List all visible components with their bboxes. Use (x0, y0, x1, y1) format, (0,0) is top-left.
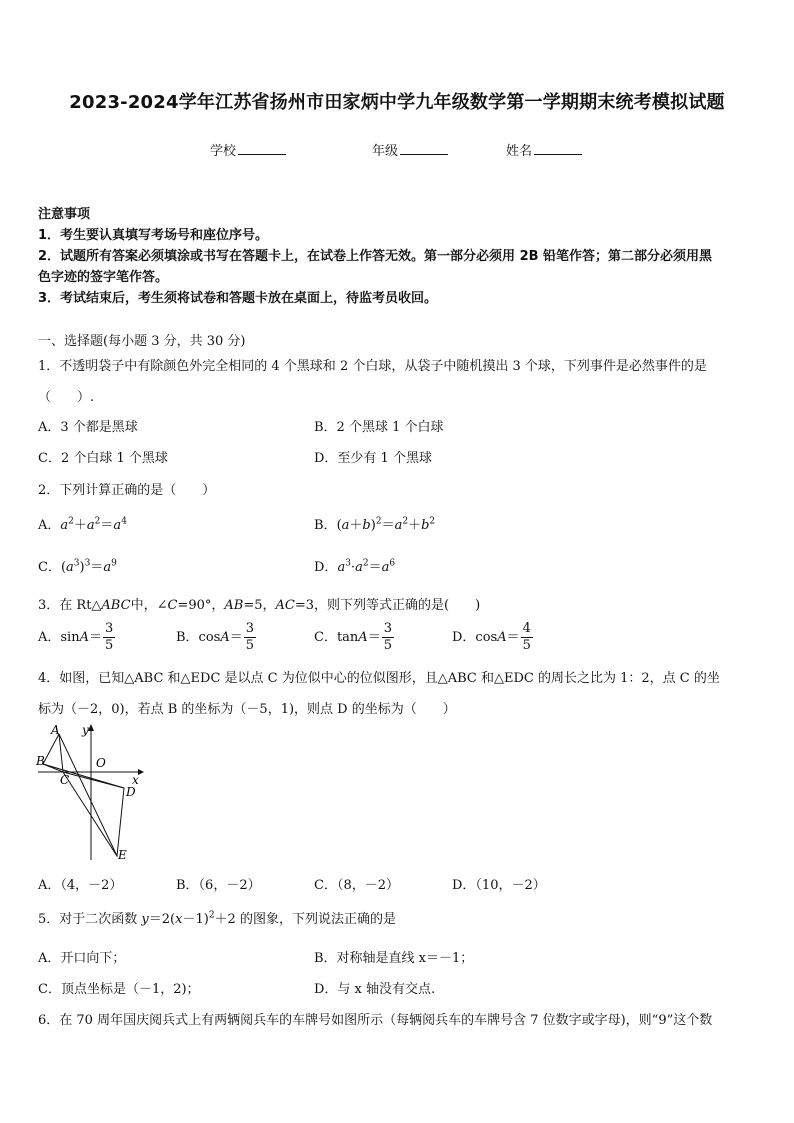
q3-option-a[interactable]: A．sinA＝ $\frac{3}{5}$ (38, 621, 114, 653)
school-blank[interactable] (238, 142, 286, 155)
page-title: 2023-2024学年江苏省扬州市田家炳中学九年级数学第一学期期末统考模拟试题 (69, 92, 725, 113)
q4-option-c[interactable]: C．（8，－2） (314, 878, 399, 893)
label-e: E (118, 848, 127, 862)
q1-option-b[interactable]: B．2 个黑球 1 个白球 (314, 420, 444, 435)
q4-option-b[interactable]: B．（6，－2） (176, 878, 261, 893)
label-d: D (126, 785, 136, 799)
x-axis-arrow (138, 769, 144, 775)
label-a: A (51, 723, 60, 737)
label-o: O (96, 756, 106, 770)
q3-option-c[interactable]: C．tanA＝ $\frac{3}{5}$ (314, 621, 392, 653)
note-3: 3．考试结束后，考生须将试卷和答题卡放在桌面上，待监考员收回。 (38, 291, 438, 306)
q2-option-b[interactable]: B．$(a+b)^2=a^2+b^2$ (314, 516, 436, 533)
note-2: 2．试题所有答案必须填涂或书写在答题卡上，在试卷上作答无效。第一部分必须用 2B 铅笔作答；第二部分必须用黑 (38, 249, 713, 264)
q5-option-b[interactable]: B．对称轴是直线 x＝－1； (314, 951, 474, 966)
note-2-cont: 色字迹的签字笔作答。 (38, 270, 169, 285)
grade-field[interactable]: 年级 (372, 140, 448, 159)
q2-option-d[interactable]: D．$a^3\cdot a^2=a^6$ (314, 558, 396, 575)
q1-option-a[interactable]: A．3 个都是黑球 (38, 420, 138, 435)
name-field[interactable]: 姓名 (506, 140, 582, 159)
label-x: x (132, 773, 139, 787)
label-c: C (60, 773, 70, 787)
notes-heading: 注意事项 (38, 207, 91, 222)
q4-stem-line2: 标为（－2，0)，若点 B 的坐标为（－5，1)，则点 D 的坐标为（ ） (38, 702, 456, 717)
school-field[interactable]: 学校 (210, 140, 286, 159)
grade-blank[interactable] (400, 142, 448, 155)
similarity-figure (34, 720, 154, 865)
q3-option-b[interactable]: B．cosA＝ $\frac{3}{5}$ (176, 621, 255, 653)
q4-stem-line1: 4．如图，已知△ABC 和△EDC 是以点 C 为位似中心的位似图形，且△ABC 和△EDC 的周长之比为 1：2，点 C 的坐 (38, 671, 720, 686)
q2-option-c[interactable]: C．$(a^3)^3=a^9$ (38, 558, 117, 575)
q5-option-d[interactable]: D．与 x 轴没有交点. (314, 982, 436, 997)
label-b: B (36, 754, 45, 768)
q1-stem: 1．不透明袋子中有除颜色外完全相同的 4 个黑球和 2 个白球，从袋子中随机摸出 3 个球，下列事件是必然事件的是 (38, 359, 707, 374)
q5-stem: 5．对于二次函数 $y=2(x-1)^2+2$ 的图象，下列说法正确的是 (38, 910, 396, 927)
q3-stem: 3．在 Rt△ABC中，∠C=90°，AB=5，AC=3，则下列等式正确的是( ) (38, 598, 481, 613)
q1-option-c[interactable]: C．2 个白球 1 个黑球 (38, 451, 168, 466)
q1-paren: （ ）. (38, 390, 95, 405)
section-heading: 一、选择题(每小题 3 分，共 30 分) (38, 334, 246, 349)
segment-ae (59, 734, 117, 856)
q3-option-d[interactable]: D．cosA＝ $\frac{4}{5}$ (452, 621, 531, 653)
q4-option-d[interactable]: D．（10，－2） (452, 878, 546, 893)
triangle-edc (63, 772, 124, 856)
q6-stem: 6．在 70 周年国庆阅兵式上有两辆阅兵车的车牌号如图所示（每辆阅兵车的车牌号含 7 位数字或字母)，则“9”这个数 (38, 1013, 713, 1028)
note-1: 1．考生要认真填写考场号和座位序号。 (38, 228, 269, 243)
q5-option-c[interactable]: C．顶点坐标是（－1，2)； (38, 982, 200, 997)
q1-option-d[interactable]: D．至少有 1 个黑球 (314, 451, 432, 466)
y-axis-arrow (88, 724, 94, 731)
name-blank[interactable] (534, 142, 582, 155)
q4-option-a[interactable]: A．（4，－2） (38, 878, 123, 893)
triangle-abc (43, 734, 63, 772)
label-y: y (82, 723, 89, 737)
q5-option-a[interactable]: A．开口向下； (38, 951, 126, 966)
q2-option-a[interactable]: A．$a^2+a^2=a^4$ (38, 516, 127, 533)
q2-stem: 2．下列计算正确的是（ ） (38, 483, 216, 498)
